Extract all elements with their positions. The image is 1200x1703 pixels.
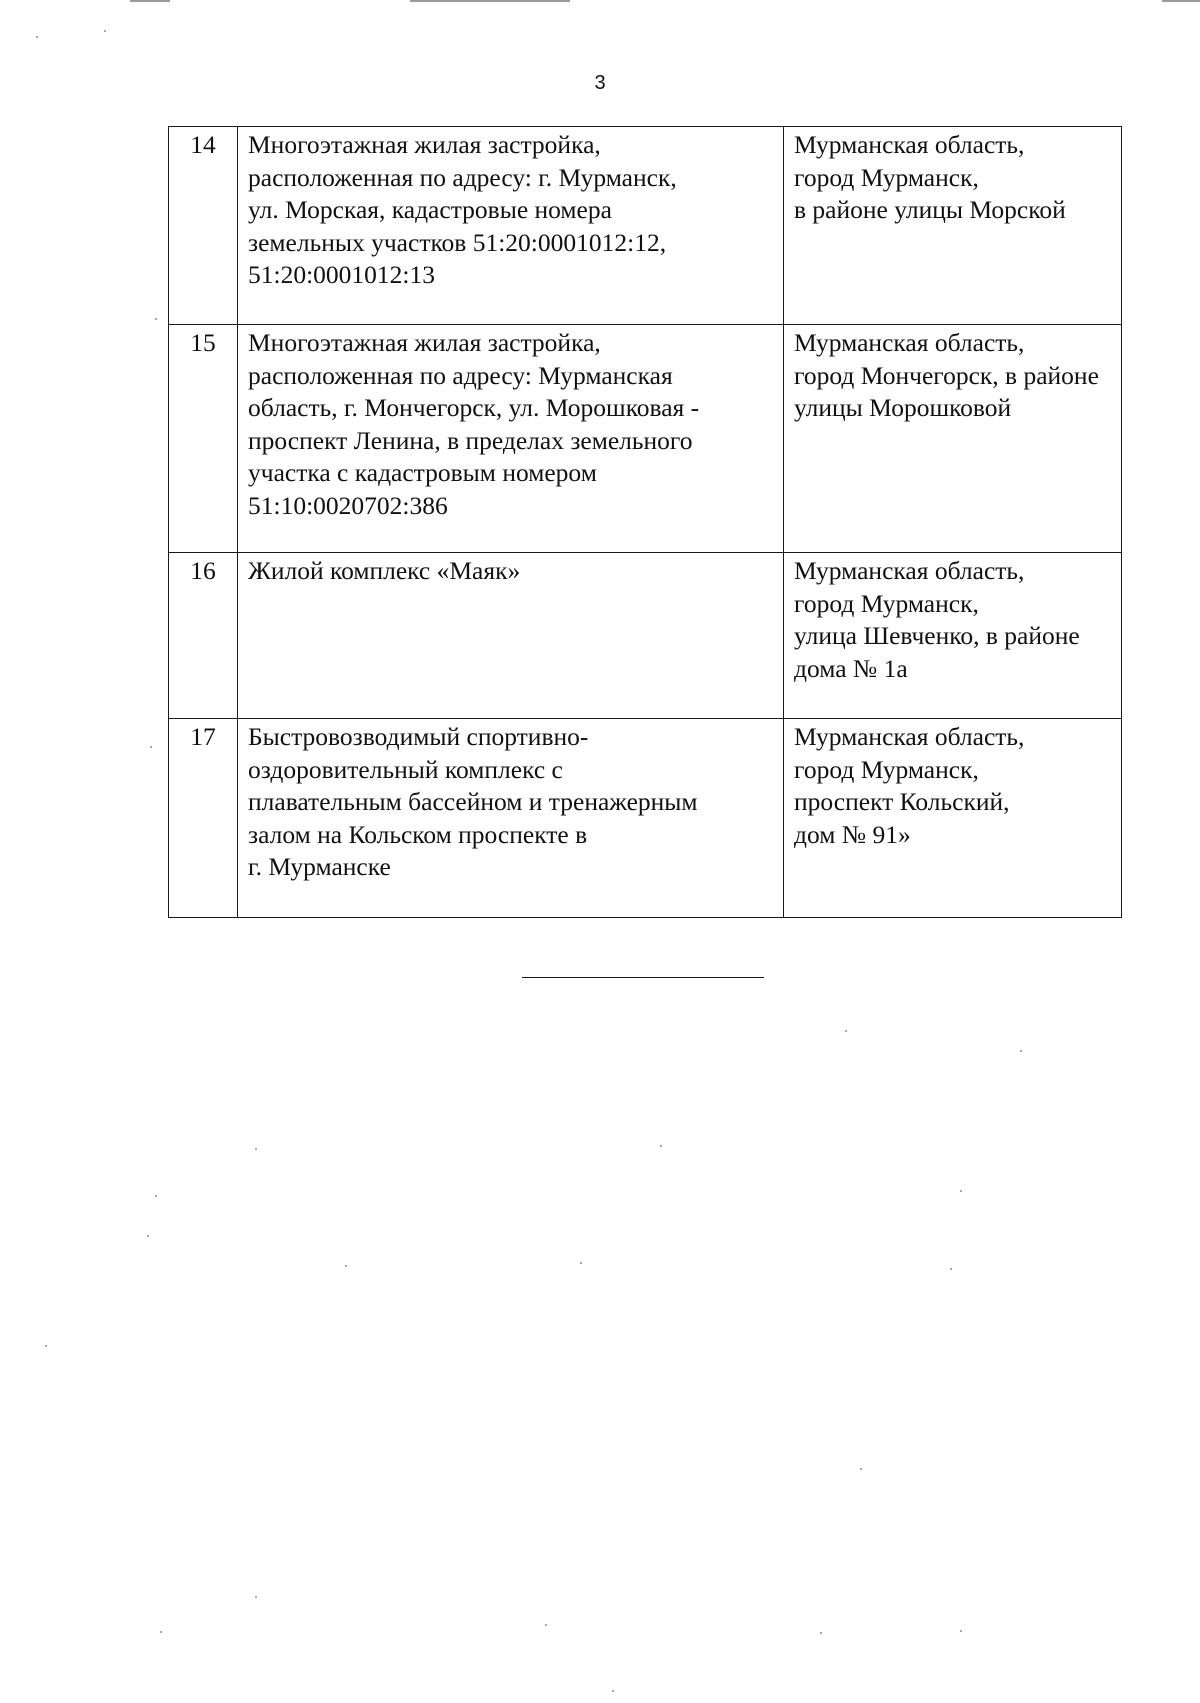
end-of-document-rule: [522, 977, 764, 978]
table-row: [169, 553, 1122, 719]
scan-speck: [255, 1148, 257, 1150]
scan-speck: [150, 746, 152, 748]
scan-speck: [612, 1690, 614, 1692]
row-number: 15: [169, 325, 238, 553]
scan-speck: [545, 1624, 547, 1626]
scan-speck: [104, 30, 106, 32]
object-name: Жилой комплекс «Маяк»: [238, 553, 784, 719]
object-address: Мурманская область, город Мурманск, улица Шевченко, в районе дома № 1а: [784, 553, 1122, 719]
object-address: Мурманская область, город Мончегорск, в районе улицы Морошковой: [784, 325, 1122, 553]
scan-speck: [660, 1145, 662, 1147]
object-address: Мурманская область, город Мурманск, в районе улицы Морской: [784, 127, 1122, 325]
object-name: Многоэтажная жилая застройка, расположенная по адресу: Мурманская область, г. Мончегорск, ул. Морошковая - проспект Ленина, в пределах земельного участка с кадастровым номером 51:10:0020702:386: [238, 325, 784, 553]
scan-speck: [147, 1235, 149, 1237]
scan-speck: [950, 1268, 952, 1270]
objects-table: [168, 126, 1122, 918]
scan-speck: [155, 1195, 157, 1197]
scan-speck: [255, 1596, 257, 1598]
row-number: 16: [169, 553, 238, 719]
row-number: 17: [169, 719, 238, 918]
object-name: Многоэтажная жилая застройка, расположенная по адресу: г. Мурманск, ул. Морская, кадастровые номера земельных участков 51:20:0001012:12, 51:20:0001012:13: [238, 127, 784, 325]
row-number: 14: [169, 127, 238, 325]
table-row: [169, 325, 1122, 553]
scan-edge-mark: [130, 0, 170, 2]
scan-speck: [1020, 1050, 1022, 1052]
object-address: Мурманская область, город Мурманск, проспект Кольский, дом № 91»: [784, 719, 1122, 918]
scan-speck: [960, 1630, 962, 1632]
scan-speck: [45, 1345, 47, 1347]
table-row: [169, 719, 1122, 918]
scan-speck: [345, 1265, 347, 1267]
scan-speck: [36, 36, 38, 38]
scan-speck: [845, 1030, 847, 1032]
table-row: [169, 127, 1122, 325]
scan-edge-mark: [1162, 0, 1200, 2]
scan-speck: [860, 1468, 862, 1470]
scan-speck: [155, 318, 157, 320]
scan-speck: [580, 1262, 582, 1264]
scan-speck: [160, 1631, 162, 1633]
scan-speck: [820, 1632, 822, 1634]
object-name: Быстровозводимый спортивно- оздоровительный комплекс с плавательным бассейном и тренажерным залом на Кольском проспекте в г. Мурманске: [238, 719, 784, 918]
scan-edge-mark: [410, 0, 570, 2]
page-number: 3: [594, 72, 606, 94]
scan-speck: [960, 1190, 962, 1192]
